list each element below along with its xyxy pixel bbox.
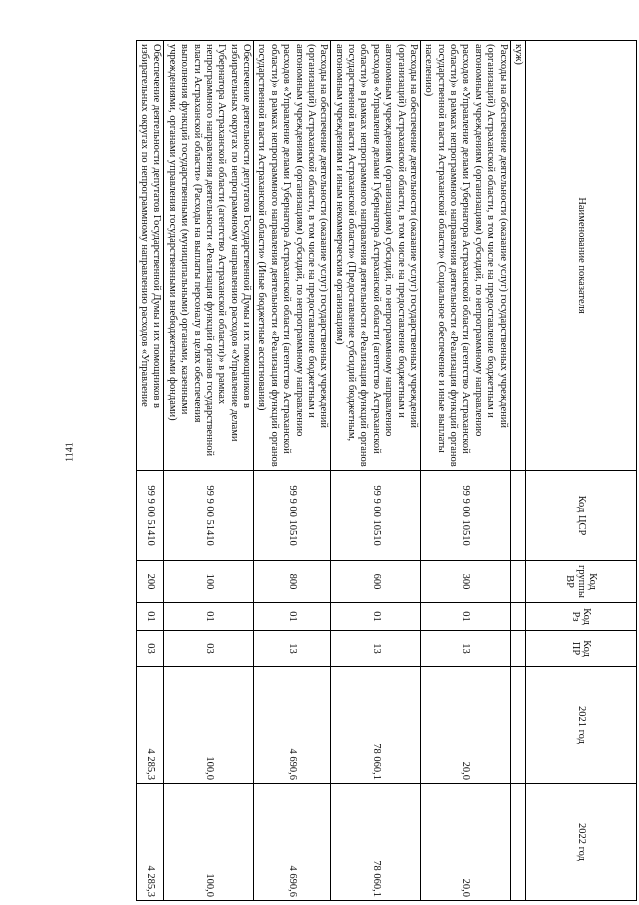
continuation-row bbox=[510, 41, 525, 901]
page-number: 1141 bbox=[64, 442, 76, 462]
row-2021: 20,0 bbox=[421, 667, 511, 784]
row-pr: 13 bbox=[331, 631, 421, 667]
table-row bbox=[331, 41, 421, 901]
row-2022: 4 690,6 bbox=[254, 784, 331, 901]
row-2022: 78 060,1 bbox=[331, 784, 421, 901]
row-csr: 99 9 00 10510 bbox=[254, 471, 331, 561]
row-name: Расходы на обеспечение деятельности (оказание услуг) государственных учреждений (организаций) Астраханской области, в том числе на предоставление бюджетным и автономным учреждениям (организациям) субсидий, по непрограммному направлению расходов «Управление делами Губернатора Астраханской области (агентство Астраханской области)» в рамках непрограммного направления деятельности «Реализация функций органов государственной власти Астраханской области» (Социальное обеспечение и иные выплаты населению) bbox=[421, 41, 511, 471]
row-2021: 100,0 bbox=[164, 667, 254, 784]
table-cell bbox=[510, 784, 525, 901]
header-csr: Код ЦСР bbox=[526, 471, 637, 561]
row-rz: 01 bbox=[421, 603, 511, 631]
budget-table bbox=[136, 40, 637, 901]
row-2021: 4 285,3 bbox=[136, 667, 164, 784]
row-rz: 01 bbox=[254, 603, 331, 631]
row-vr: 100 bbox=[164, 561, 254, 603]
row-name: Обеспечение деятельности депутатов Государственной Думы и их помощников в избирательных округах по непрограммному направлению расходов «Управление делами Губернатора Астраханской области (агентство Астраханской области)» в рамках непрограммного направления деятельности «Реализация функций органов государственной власти Астраханской области» (Расходы на выплаты персоналу в целях обеспечения выполнения функций государственными (муниципальными) органами, казенными учреждениями, органами управления государственными внебюджетными фондами) bbox=[164, 41, 254, 471]
row-vr: 200 bbox=[136, 561, 164, 603]
table-cell bbox=[510, 667, 525, 784]
row-name: Расходы на обеспечение деятельности (оказание услуг) государственных учреждений (организаций) Астраханской области, в том числе на предоставление бюджетным и автономным учреждениям (организациям) субсидий, по непрограммному направлению расходов «Управление делами Губернатора Астраханской области (агентство Астраханской области)» в рамках непрограммного направления деятельности «Реализация функций органов государственной власти Астраханской области» (Иные бюджетные ассигнования) bbox=[254, 41, 331, 471]
row-rz: 01 bbox=[164, 603, 254, 631]
row-csr: 99 9 00 51410 bbox=[164, 471, 254, 561]
table-row bbox=[421, 41, 511, 901]
header-rz: Код Рз bbox=[526, 603, 637, 631]
row-pr: 03 bbox=[136, 631, 164, 667]
header-vr: Код группы ВР bbox=[526, 561, 637, 603]
row-pr: 03 bbox=[164, 631, 254, 667]
rotated-table-region bbox=[122, 40, 637, 900]
row-pr: 13 bbox=[254, 631, 331, 667]
table-row bbox=[164, 41, 254, 901]
row-2022: 20,0 bbox=[421, 784, 511, 901]
header-pr: Код ПР bbox=[526, 631, 637, 667]
table-row bbox=[136, 41, 164, 901]
row-2022: 4 285,3 bbox=[136, 784, 164, 901]
row-csr: 99 9 00 10510 bbox=[331, 471, 421, 561]
table-cell bbox=[510, 631, 525, 667]
row-rz: 01 bbox=[331, 603, 421, 631]
table-cell bbox=[510, 603, 525, 631]
table-row bbox=[254, 41, 331, 901]
header-name: Наименование показателя bbox=[526, 41, 637, 471]
row-vr: 800 bbox=[254, 561, 331, 603]
row-name: Расходы на обеспечение деятельности (оказание услуг) государственных учреждений (организаций) Астраханской области, в том числе на предоставление бюджетным и автономным учреждениям (организациям) субсидий, по непрограммному направлению расходов «Управление делами Губернатора Астраханской области (агентство Астраханской области)» в рамках непрограммного направления деятельности «Реализация функций органов государственной власти Астраханской области» (Предоставление субсидий бюджетным, автономным учреждениям и иным некоммерческим организациям) bbox=[331, 41, 421, 471]
table-cell bbox=[510, 471, 525, 561]
header-row bbox=[526, 41, 637, 901]
header-2021: 2021 год bbox=[526, 667, 637, 784]
row-2022: 100,0 bbox=[164, 784, 254, 901]
row-csr: 99 9 00 10510 bbox=[421, 471, 511, 561]
header-2022: 2022 год bbox=[526, 784, 637, 901]
row-rz: 01 bbox=[136, 603, 164, 631]
row-vr: 300 bbox=[421, 561, 511, 603]
row-vr: 600 bbox=[331, 561, 421, 603]
row-name: Обеспечение деятельности депутатов Государственной Думы и их помощников в избирательных округах по непрограммному направлению расходов «Управление bbox=[136, 41, 164, 471]
table-cell bbox=[510, 561, 525, 603]
row-2021: 78 060,1 bbox=[331, 667, 421, 784]
row-pr: 13 bbox=[421, 631, 511, 667]
row-csr: 99 9 00 51410 bbox=[136, 471, 164, 561]
continuation-cell: куж) bbox=[510, 41, 525, 471]
row-2021: 4 690,6 bbox=[254, 667, 331, 784]
